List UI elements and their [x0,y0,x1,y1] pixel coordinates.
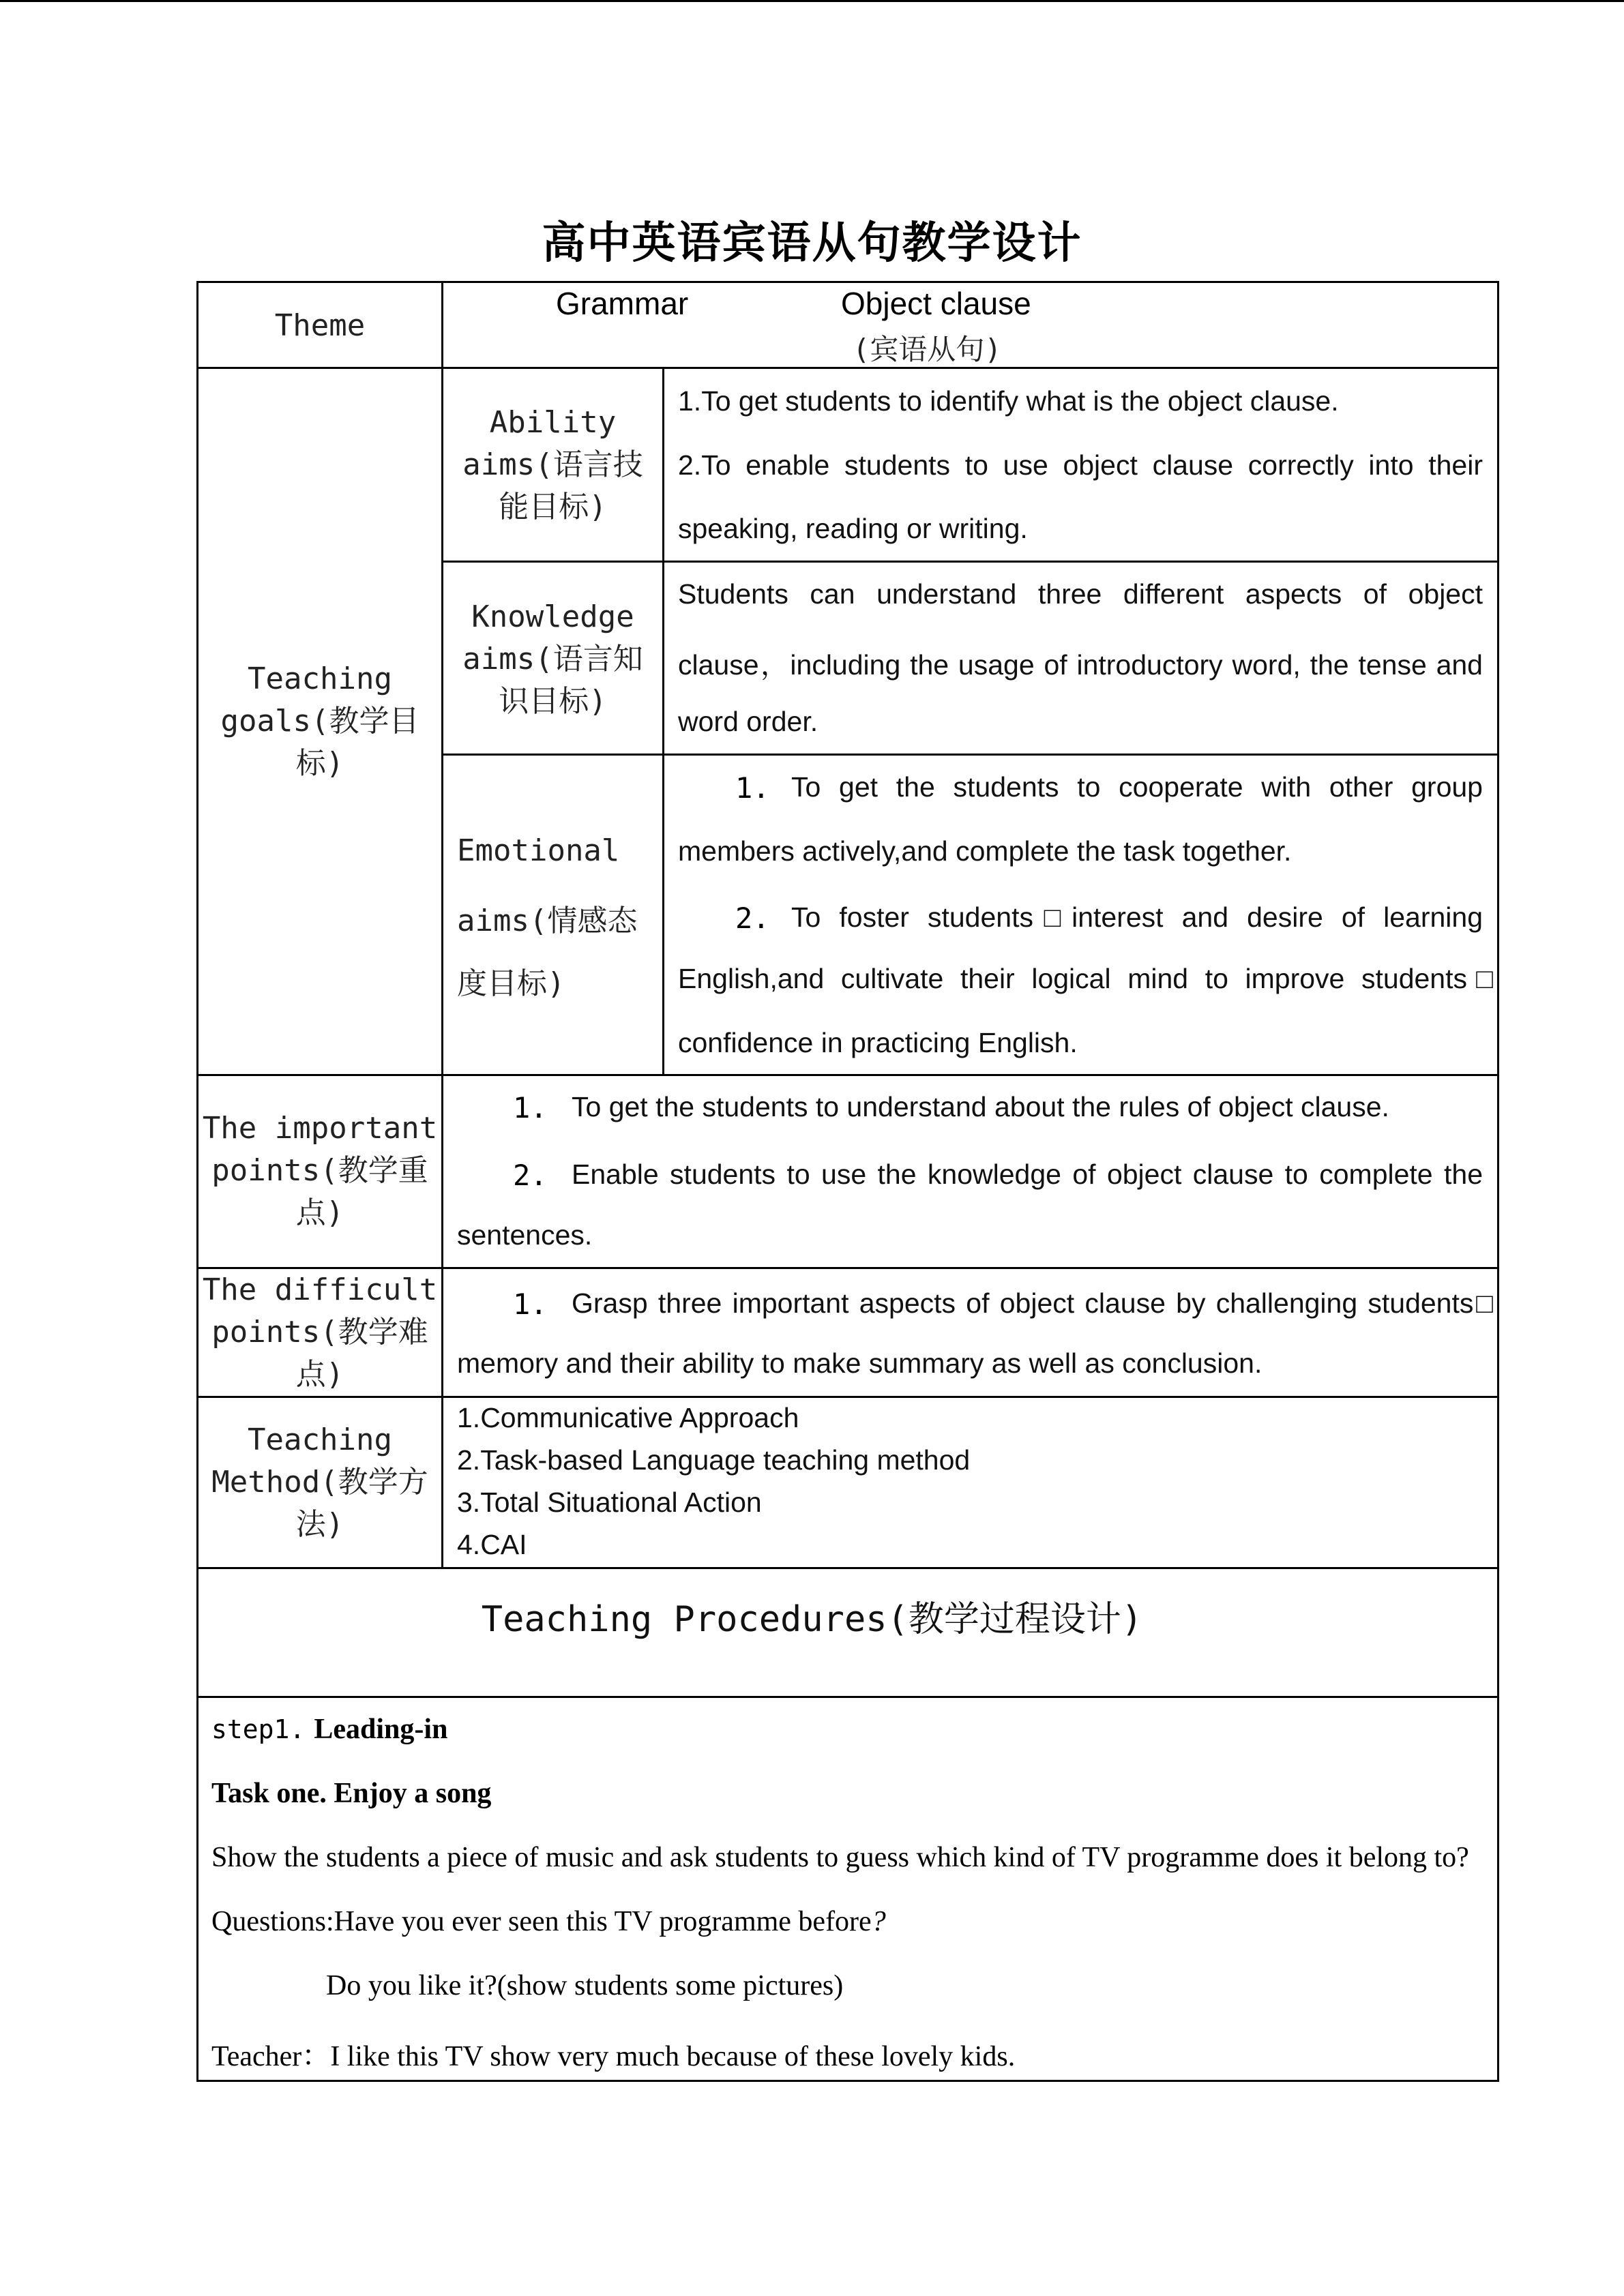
emotional-label-line-1: Emotional [457,833,620,868]
document-title: 高中英语宾语从句教学设计 [542,218,1082,269]
ability-line-2: 2.To enable students to use object clause correctly into their [678,449,1483,481]
important-number-2: 2. [513,1159,548,1192]
task-title: Task one. Enjoy a song [211,1778,492,1809]
theme-chinese: (宾语从句) [853,333,1002,366]
emotional-label-line-3: 度目标) [457,966,565,1001]
row-divider [441,561,1499,563]
knowledge-line-2: clause，including the usage of introductory word, the tense and [678,649,1483,681]
knowledge-aims-label: Knowledge aims(语言知 识目标) [462,599,643,719]
difficult-number-1: 1. [513,1287,548,1321]
emotional-line-4: English,and cultivate their logical mind to improve students□ [678,963,1493,994]
emotional-line-3: To foster students□interest and desire of learning [791,901,1483,933]
ability-aims-label: Ability aims(语言技 能目标) [462,405,643,524]
step-title: Leading-in [314,1714,448,1745]
row-divider [441,754,1499,756]
step-prefix: step1. [211,1714,306,1744]
difficult-line-1: Grasp three important aspects of object clause by challenging students□ [572,1287,1493,1319]
ability-line-3: speaking, reading or writing. [678,513,1028,544]
procedure-line-3: Do you like it?(show students some pictures) [326,1970,844,2001]
row-divider [196,1074,1499,1076]
teaching-goals-label: Teaching goals(教学目 标) [220,661,419,781]
knowledge-line-1: Students can understand three different aspects of object [678,578,1483,610]
important-points-label: The important points(教学重 点) [202,1111,438,1230]
method-item-1: 1.Communicative Approach [457,1402,799,1433]
page-top-border [0,0,1624,2]
knowledge-line-3: word order. [678,706,818,737]
procedure-line-1: Show the students a piece of music and ask students to guess which kind of TV programme does it belong to? [211,1842,1469,1873]
emotional-line-2: members actively,and complete the task together. [678,835,1292,867]
difficult-points-label: The difficult points(教学难 点) [202,1272,438,1392]
procedure-line-2: Questions:Have you ever seen this TV programme before? [211,1906,886,1937]
important-line-3: sentences. [457,1219,593,1251]
row-divider [196,1696,1499,1698]
emotional-number-1: 1. [735,771,770,805]
column-divider [662,367,664,1076]
theme-object-clause: Object clause [841,286,1031,321]
method-item-4: 4.CAI [457,1529,527,1560]
important-line-2: Enable students to use the knowledge of object clause to complete the [572,1159,1483,1190]
step-heading [211,1713,447,1746]
teaching-method-label: Teaching Method(教学方 法) [211,1422,428,1542]
difficult-line-2: memory and their ability to make summary as well as conclusion. [457,1347,1263,1379]
procedure-line-4: Teacher：I like this TV show very much because of these lovely kids. [211,2041,1016,2072]
procedures-heading: Teaching Procedures(教学过程设计) [481,1599,1143,1640]
method-item-3: 3.Total Situational Action [457,1487,762,1518]
row-divider [196,1567,1499,1569]
theme-label: Theme [274,308,366,343]
emotional-label-line-2: aims(情感态 [457,904,638,938]
method-item-2: 2.Task-based Language teaching method [457,1444,971,1476]
emotional-line-5: confidence in practicing English. [678,1027,1078,1058]
emotional-line-1: To get the students to cooperate with other group [791,771,1483,803]
emotional-number-2: 2. [735,901,770,935]
ability-line-1: 1.To get students to identify what is the object clause. [678,385,1339,417]
important-number-1: 1. [513,1091,548,1124]
important-line-1: To get the students to understand about the rules of object clause. [572,1091,1389,1122]
theme-grammar: Grammar [556,286,689,321]
